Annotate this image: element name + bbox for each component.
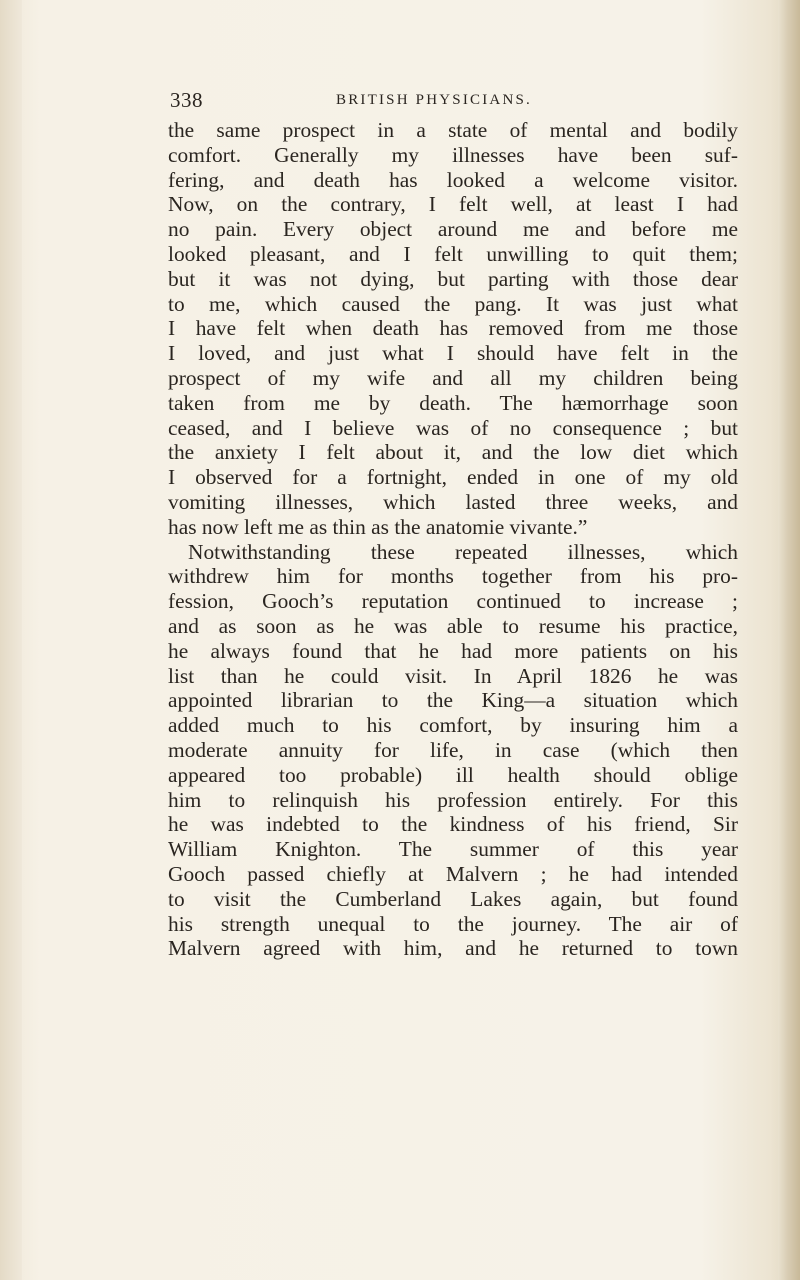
- text-line: he always found that he had more patients on his: [168, 638, 738, 663]
- text-line: no pain. Every object around me and before me: [168, 217, 738, 242]
- text-line: taken from me by death. The hæmorrhage soon: [168, 390, 738, 415]
- text-line: I have felt when death has removed from me those: [168, 316, 738, 341]
- text-line: ceased, and I believe was of no consequence ; but: [168, 415, 738, 440]
- page-number: 338: [170, 88, 203, 112]
- text-line: fering, and death has looked a welcome visitor.: [168, 167, 738, 192]
- text-line: the anxiety I felt about it, and the low diet which: [168, 440, 738, 465]
- page-edge-shadow: [778, 0, 800, 1280]
- text-line: has now left me as thin as the anatomie vivante.”: [168, 514, 588, 539]
- text-line: moderate annuity for life, in case (which then: [168, 737, 738, 762]
- text-line: appointed librarian to the King—a situation which: [168, 688, 738, 713]
- text-line: William Knighton. The summer of this year: [168, 837, 738, 862]
- text-line: vomiting illnesses, which lasted three weeks, and: [168, 489, 738, 514]
- page-header: [170, 88, 730, 118]
- text-line: Gooch passed chiefly at Malvern ; he had intended: [168, 861, 738, 886]
- text-line: Now, on the contrary, I felt well, at least I had: [168, 192, 738, 217]
- text-line: Notwithstanding these repeated illnesses, which: [188, 539, 738, 564]
- page-gutter-shadow: [0, 0, 22, 1280]
- text-line: looked pleasant, and I felt unwilling to quit them;: [168, 241, 738, 266]
- text-line: and as soon as he was able to resume his practice,: [168, 613, 738, 638]
- text-line: to me, which caused the pang. It was just what: [168, 291, 738, 316]
- text-line: prospect of my wife and all my children being: [168, 365, 738, 390]
- text-line: the same prospect in a state of mental and bodily: [168, 118, 738, 142]
- text-line: Malvern agreed with him, and he returned to town: [168, 936, 738, 961]
- text-line: fession, Gooch’s reputation continued to increase ;: [168, 589, 738, 614]
- text-line: withdrew him for months together from his pro-: [168, 564, 738, 589]
- text-line: he was indebted to the kindness of his friend, Sir: [168, 812, 738, 837]
- text-line: added much to his comfort, by insuring him a: [168, 713, 738, 738]
- text-line: but it was not dying, but parting with those dear: [168, 266, 738, 291]
- body-text: [168, 118, 738, 961]
- text-line: to visit the Cumberland Lakes again, but found: [168, 886, 738, 911]
- text-line: him to relinquish his profession entirely. For this: [168, 787, 738, 812]
- text-line: list than he could visit. In April 1826 he was: [168, 663, 738, 688]
- text-line: I loved, and just what I should have felt in the: [168, 341, 738, 366]
- text-line: comfort. Generally my illnesses have been suf-: [168, 142, 738, 167]
- running-head: BRITISH PHYSICIANS.: [336, 92, 532, 108]
- text-line: his strength unequal to the journey. The air of: [168, 911, 738, 936]
- text-line: appeared too probable) ill health should oblige: [168, 762, 738, 787]
- text-line: I observed for a fortnight, ended in one of my old: [168, 465, 738, 490]
